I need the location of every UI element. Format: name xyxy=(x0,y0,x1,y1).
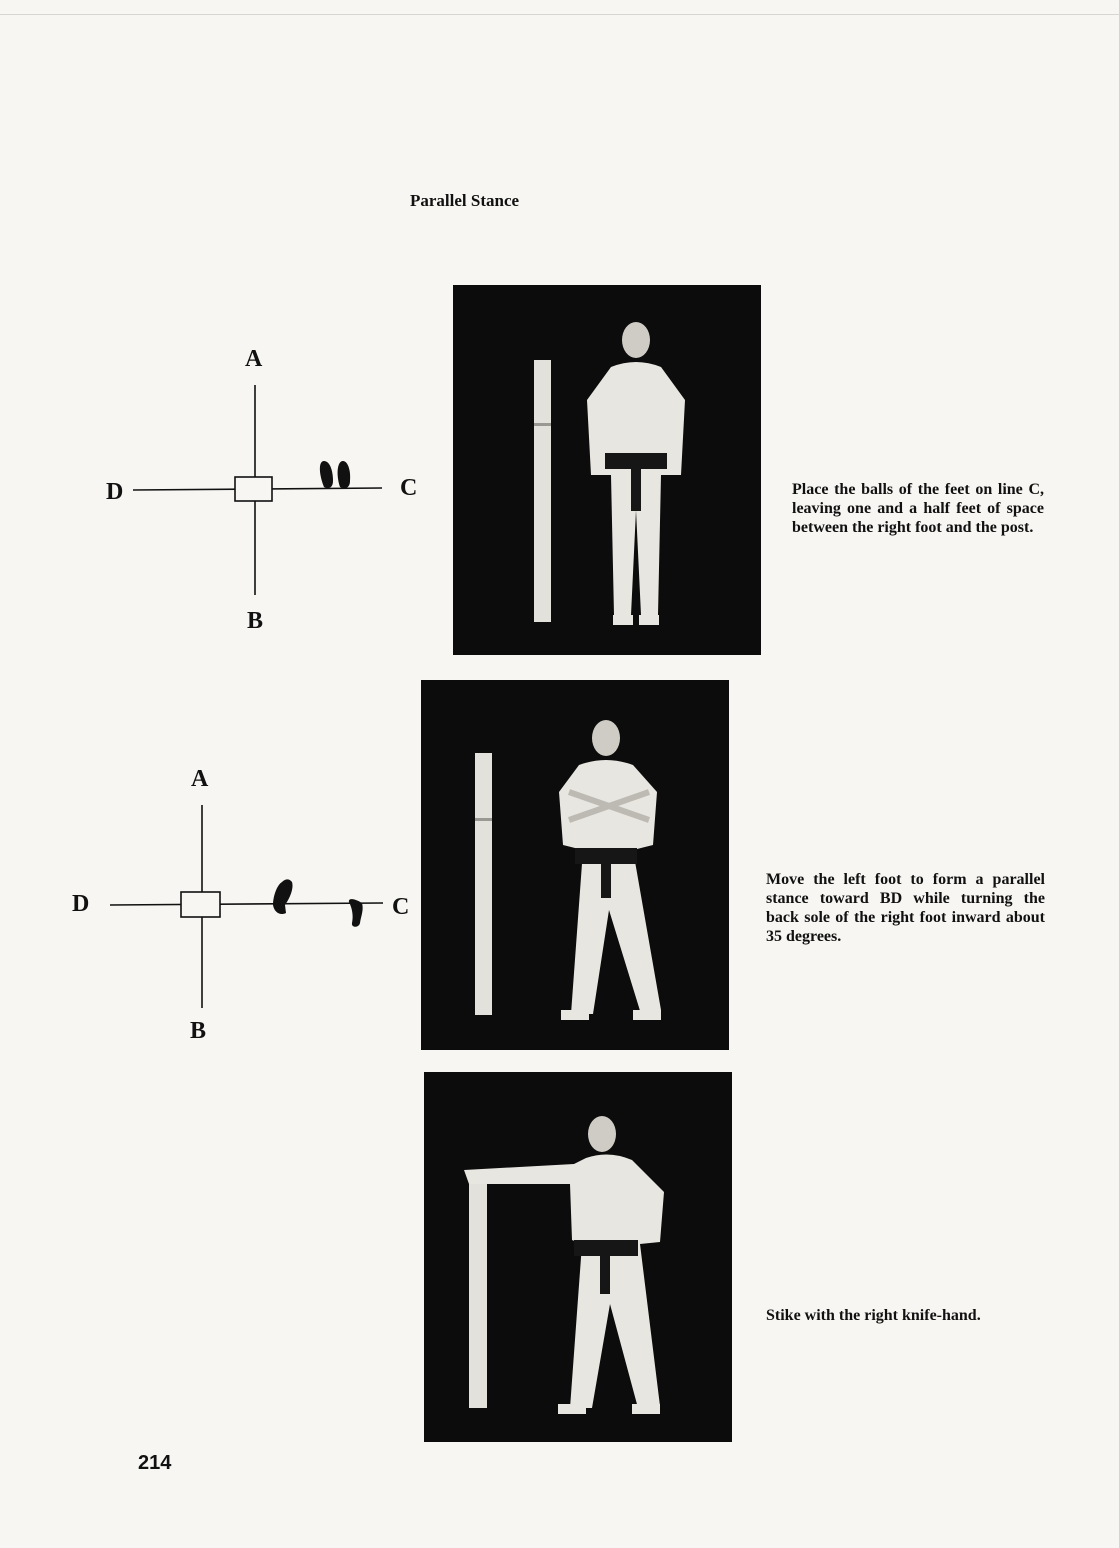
step-caption-3: Stike with the right knife-hand. xyxy=(766,1307,981,1324)
step-photo-knifehand-strike xyxy=(424,1072,732,1442)
post-square-icon xyxy=(235,477,272,501)
post-square-icon xyxy=(181,892,220,917)
page-number: 214 xyxy=(138,1452,172,1474)
wooden-post xyxy=(475,753,492,1015)
section-title: Parallel Stance xyxy=(410,191,520,210)
step-caption-2: Move the left foot to form a parallel stance toward BD while turning the back sole of the right foot inward about 35 degrees. xyxy=(766,871,1045,945)
direction-label-d: D xyxy=(106,479,124,505)
practitioner-figure xyxy=(587,322,685,625)
left-foot-icon xyxy=(273,879,293,914)
practitioner-figure xyxy=(559,720,661,1020)
stance-diagram-1 xyxy=(100,340,420,640)
direction-label-a: A xyxy=(245,346,263,372)
page-top-rule xyxy=(0,14,1119,15)
direction-label-c: C xyxy=(400,475,418,501)
step-photo-parallel-stance xyxy=(453,285,761,655)
practitioner-figure xyxy=(464,1116,664,1414)
feet-footprint-icon xyxy=(320,461,350,488)
direction-label-b: B xyxy=(247,608,264,634)
wooden-post xyxy=(534,360,551,622)
step-caption-1: Place the balls of the feet on line C, leaving one and a half feet of space between the right foot and the post. xyxy=(792,481,1044,536)
direction-label-c: C xyxy=(392,894,410,920)
direction-label-a: A xyxy=(191,766,209,792)
stance-diagram-2 xyxy=(70,760,415,1050)
wooden-post xyxy=(469,1176,487,1408)
direction-label-d: D xyxy=(72,891,90,917)
right-foot-icon xyxy=(349,899,363,927)
step-photo-turn-toward-bd xyxy=(421,680,729,1050)
direction-label-b: B xyxy=(190,1018,207,1044)
